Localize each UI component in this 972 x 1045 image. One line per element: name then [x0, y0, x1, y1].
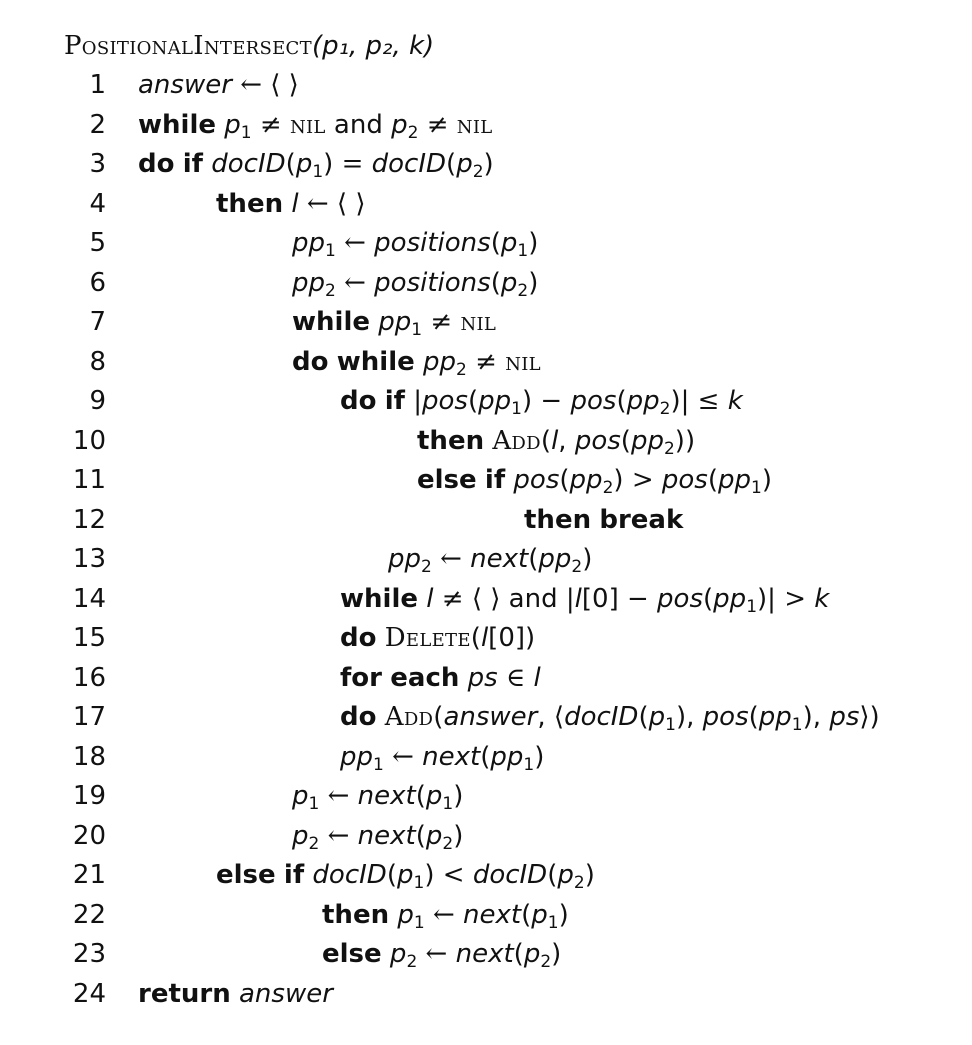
code-text: then l ← ⟨ ⟩: [216, 188, 366, 219]
code-text: do Add(answer, $⟨docID(p_1)$, $pos(pp_1)$, ps⟩): [340, 702, 880, 735]
code-text: do Delete(l[0]): [340, 623, 536, 653]
code-text: do if $docID(p_1)$ = $docID(p_2)$: [138, 149, 494, 182]
code-text: else if $docID(p_1)$ < $docID(p_2)$: [216, 860, 595, 893]
line-number: 24: [72, 978, 106, 1009]
code-text: else if $pos(pp_2) > pos(pp_1)$: [417, 465, 772, 498]
code-text: $pp_1$ ← $next(pp_1)$: [340, 741, 545, 775]
line-number: 20: [72, 820, 106, 851]
line-number: 9: [89, 386, 106, 416]
line-number: 17: [72, 702, 106, 732]
procedure-args: (p₁, p₂, k): [311, 31, 435, 61]
line-number: 14: [72, 583, 106, 614]
line-number: 7: [89, 307, 106, 337]
line-number: 10: [72, 425, 106, 456]
code-text: while $p_1$ ≠ nil and $p_2$ ≠ nil: [138, 109, 493, 143]
code-text: then Add(l, $pos(pp_2)$): [417, 425, 696, 459]
line-number: 13: [72, 544, 106, 574]
line-number: 23: [72, 939, 106, 969]
line-number: 21: [72, 860, 106, 890]
code-text: return answer: [138, 978, 333, 1009]
line-number: 3: [89, 149, 106, 179]
line-number: 19: [72, 781, 106, 811]
algorithm-title: [64, 26, 434, 66]
code-text: $p_2$ ← $next(p_2)$: [292, 820, 464, 854]
code-text: $pp_1$ ← $positions(p_1)$: [292, 228, 539, 261]
code-text: while l ≠ ⟨ ⟩ and $|l[0] - pos(pp_1)| > k$: [340, 583, 830, 617]
code-text: then $p_1$ ← $next(p_1)$: [322, 899, 569, 933]
line-number: 6: [89, 267, 106, 298]
code-text: $pp_2$ ← $positions(p_2)$: [292, 267, 539, 301]
line-number: 22: [72, 899, 106, 930]
code-text: $pp_2$ ← $next(pp_2)$: [388, 544, 593, 577]
code-text: do if $|pos(pp_1) - pos(pp_2)| \le k$: [340, 386, 743, 419]
code-text: do while $pp_2$ ≠ nil: [292, 346, 541, 380]
line-number: 18: [72, 741, 106, 772]
line-number: 12: [72, 504, 106, 535]
line-number: 4: [89, 188, 106, 219]
code-text: then break: [524, 504, 684, 535]
code-text: while $pp_1$ ≠ nil: [292, 307, 497, 340]
code-text: for each ps ∈ l: [340, 662, 541, 693]
procedure-name: PositionalIntersect: [64, 31, 312, 61]
line-number: 8: [89, 346, 106, 377]
line-number: 2: [89, 109, 106, 140]
code-text: answer ← ⟨ ⟩: [138, 70, 299, 100]
code-text: $p_1$ ← $next(p_1)$: [292, 781, 464, 814]
line-number: 5: [89, 228, 106, 258]
line-number: 16: [72, 662, 106, 693]
line-number: 11: [72, 465, 106, 495]
line-number: 1: [89, 70, 106, 100]
code-text: else $p_2$ ← $next(p_2)$: [322, 939, 562, 972]
line-number: 15: [72, 623, 106, 653]
